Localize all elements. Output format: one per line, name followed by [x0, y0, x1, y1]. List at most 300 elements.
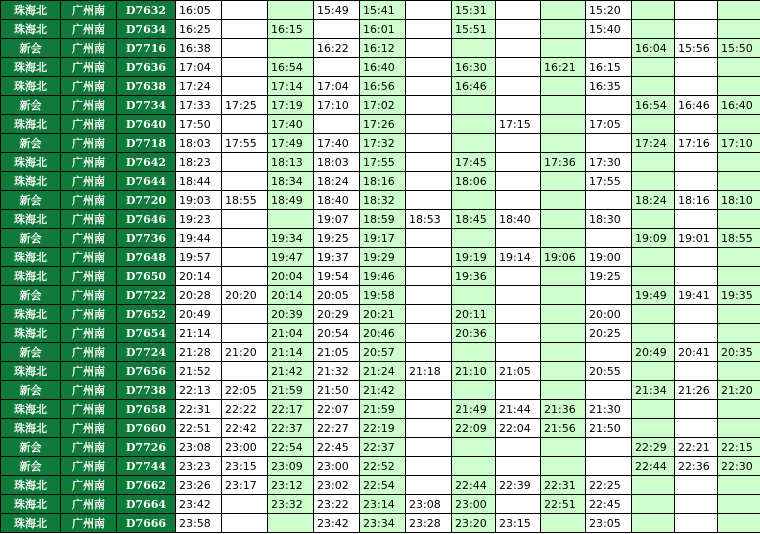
time-cell: 20:49	[176, 305, 222, 324]
destination-station-cell: 广州南	[61, 400, 117, 419]
time-cell	[496, 134, 541, 153]
time-cell	[406, 305, 452, 324]
time-cell: 21:24	[360, 362, 406, 381]
origin-station-cell: 新会	[1, 457, 61, 476]
origin-station-cell: 珠海北	[1, 324, 61, 343]
time-cell	[452, 457, 496, 476]
time-cell	[675, 267, 718, 286]
time-cell	[406, 457, 452, 476]
time-cell: 22:04	[496, 419, 541, 438]
time-cell	[632, 153, 675, 172]
timetable-row	[1, 77, 760, 96]
time-cell	[222, 210, 268, 229]
time-cell	[718, 1, 760, 20]
time-cell	[452, 343, 496, 362]
time-cell	[314, 20, 360, 39]
time-cell: 22:13	[176, 381, 222, 400]
time-cell: 16:04	[632, 39, 675, 58]
time-cell: 15:50	[718, 39, 760, 58]
time-cell	[586, 39, 632, 58]
time-cell: 21:14	[176, 324, 222, 343]
time-cell: 19:58	[360, 286, 406, 305]
time-cell: 22:29	[632, 438, 675, 457]
time-cell: 19:00	[586, 248, 632, 267]
origin-station-cell: 珠海北	[1, 20, 61, 39]
destination-station-cell: 广州南	[61, 229, 117, 248]
train-number-cell: D7662	[117, 476, 176, 495]
destination-station-cell: 广州南	[61, 96, 117, 115]
timetable-row	[1, 172, 760, 191]
time-cell: 22:21	[675, 438, 718, 457]
time-cell: 19:36	[452, 267, 496, 286]
origin-station-cell: 珠海北	[1, 476, 61, 495]
time-cell: 16:12	[360, 39, 406, 58]
time-cell	[222, 39, 268, 58]
time-cell: 22:25	[586, 476, 632, 495]
destination-station-cell: 广州南	[61, 514, 117, 533]
time-cell: 20:29	[314, 305, 360, 324]
time-cell	[406, 134, 452, 153]
time-cell: 23:34	[360, 514, 406, 533]
time-cell: 21:20	[718, 381, 760, 400]
time-cell: 19:54	[314, 267, 360, 286]
destination-station-cell: 广州南	[61, 343, 117, 362]
time-cell	[406, 229, 452, 248]
time-cell: 21:52	[176, 362, 222, 381]
time-cell: 21:26	[675, 381, 718, 400]
time-cell	[452, 438, 496, 457]
origin-station-cell: 新会	[1, 39, 61, 58]
time-cell: 21:28	[176, 343, 222, 362]
time-cell: 16:15	[268, 20, 314, 39]
time-cell: 18:55	[222, 191, 268, 210]
time-cell: 19:14	[496, 248, 541, 267]
destination-station-cell: 广州南	[61, 153, 117, 172]
time-cell	[268, 1, 314, 20]
destination-station-cell: 广州南	[61, 172, 117, 191]
time-cell: 22:51	[176, 419, 222, 438]
time-cell	[222, 267, 268, 286]
time-cell	[632, 20, 675, 39]
train-number-cell: D7632	[117, 1, 176, 20]
time-cell: 21:50	[314, 381, 360, 400]
origin-station-cell: 珠海北	[1, 77, 61, 96]
time-cell: 22:51	[541, 495, 586, 514]
origin-station-cell: 珠海北	[1, 305, 61, 324]
origin-station-cell: 新会	[1, 438, 61, 457]
time-cell: 20:11	[452, 305, 496, 324]
timetable-row	[1, 495, 760, 514]
time-cell: 18:53	[406, 210, 452, 229]
time-cell: 17:50	[176, 115, 222, 134]
origin-station-cell: 珠海北	[1, 115, 61, 134]
train-number-cell: D7644	[117, 172, 176, 191]
time-cell: 18:10	[718, 191, 760, 210]
train-number-cell: D7636	[117, 58, 176, 77]
time-cell	[718, 115, 760, 134]
time-cell	[496, 457, 541, 476]
timetable-row	[1, 115, 760, 134]
time-cell: 22:36	[675, 457, 718, 476]
time-cell: 22:31	[176, 400, 222, 419]
time-cell	[496, 96, 541, 115]
time-cell: 16:46	[452, 77, 496, 96]
time-cell: 22:05	[222, 381, 268, 400]
time-cell	[541, 115, 586, 134]
time-cell: 20:49	[632, 343, 675, 362]
time-cell: 16:15	[586, 58, 632, 77]
time-cell	[675, 77, 718, 96]
time-cell: 17:02	[360, 96, 406, 115]
time-cell: 22:27	[314, 419, 360, 438]
time-cell: 20:35	[718, 343, 760, 362]
time-cell: 19:34	[268, 229, 314, 248]
time-cell: 18:44	[176, 172, 222, 191]
time-cell: 21:59	[360, 400, 406, 419]
time-cell: 23:00	[222, 438, 268, 457]
time-cell	[496, 77, 541, 96]
time-cell	[541, 134, 586, 153]
timetable-row	[1, 153, 760, 172]
time-cell: 18:16	[675, 191, 718, 210]
timetable-row	[1, 1, 760, 20]
time-cell: 23:32	[268, 495, 314, 514]
time-cell: 18:23	[176, 153, 222, 172]
time-cell	[496, 229, 541, 248]
time-cell	[675, 514, 718, 533]
time-cell: 17:16	[675, 134, 718, 153]
time-cell	[406, 20, 452, 39]
time-cell: 21:49	[452, 400, 496, 419]
time-cell	[222, 248, 268, 267]
origin-station-cell: 珠海北	[1, 419, 61, 438]
time-cell: 20:05	[314, 286, 360, 305]
time-cell: 20:20	[222, 286, 268, 305]
time-cell	[675, 248, 718, 267]
time-cell: 19:44	[176, 229, 222, 248]
time-cell	[541, 210, 586, 229]
train-number-cell: D7724	[117, 343, 176, 362]
train-number-cell: D7650	[117, 267, 176, 286]
time-cell: 23:23	[176, 457, 222, 476]
time-cell: 17:40	[268, 115, 314, 134]
time-cell: 18:06	[452, 172, 496, 191]
time-cell: 21:10	[452, 362, 496, 381]
origin-station-cell: 珠海北	[1, 153, 61, 172]
origin-station-cell: 珠海北	[1, 1, 61, 20]
time-cell	[452, 96, 496, 115]
time-cell	[496, 1, 541, 20]
destination-station-cell: 广州南	[61, 1, 117, 20]
train-number-cell: D7656	[117, 362, 176, 381]
time-cell	[718, 419, 760, 438]
time-cell	[496, 58, 541, 77]
time-cell	[632, 324, 675, 343]
time-cell: 17:04	[176, 58, 222, 77]
time-cell: 21:42	[268, 362, 314, 381]
time-cell: 16:30	[452, 58, 496, 77]
time-cell	[675, 400, 718, 419]
destination-station-cell: 广州南	[61, 58, 117, 77]
time-cell	[541, 286, 586, 305]
time-cell: 19:57	[176, 248, 222, 267]
time-cell: 17:15	[496, 115, 541, 134]
time-cell	[406, 191, 452, 210]
timetable-row	[1, 58, 760, 77]
time-cell	[586, 438, 632, 457]
time-cell	[496, 381, 541, 400]
time-cell: 17:49	[268, 134, 314, 153]
time-cell	[222, 495, 268, 514]
destination-station-cell: 广州南	[61, 248, 117, 267]
time-cell: 22:54	[268, 438, 314, 457]
timetable-row	[1, 191, 760, 210]
time-cell: 18:59	[360, 210, 406, 229]
time-cell: 18:34	[268, 172, 314, 191]
time-cell: 17:32	[360, 134, 406, 153]
time-cell	[452, 286, 496, 305]
train-number-cell: D7652	[117, 305, 176, 324]
origin-station-cell: 珠海北	[1, 267, 61, 286]
time-cell: 17:33	[176, 96, 222, 115]
time-cell: 15:31	[452, 1, 496, 20]
time-cell	[406, 77, 452, 96]
time-cell: 17:10	[718, 134, 760, 153]
time-cell: 17:10	[314, 96, 360, 115]
time-cell: 18:03	[314, 153, 360, 172]
time-cell: 18:55	[718, 229, 760, 248]
time-cell: 22:44	[452, 476, 496, 495]
destination-station-cell: 广州南	[61, 495, 117, 514]
time-cell: 21:05	[314, 343, 360, 362]
time-cell: 15:41	[360, 1, 406, 20]
time-cell	[496, 39, 541, 58]
destination-station-cell: 广州南	[61, 324, 117, 343]
train-number-cell: D7648	[117, 248, 176, 267]
time-cell	[496, 172, 541, 191]
time-cell	[406, 153, 452, 172]
time-cell: 16:38	[176, 39, 222, 58]
time-cell: 15:51	[452, 20, 496, 39]
time-cell: 17:05	[586, 115, 632, 134]
time-cell	[632, 476, 675, 495]
time-cell	[222, 153, 268, 172]
time-cell	[222, 1, 268, 20]
origin-station-cell: 珠海北	[1, 495, 61, 514]
origin-station-cell: 新会	[1, 96, 61, 115]
time-cell: 21:59	[268, 381, 314, 400]
time-cell	[632, 305, 675, 324]
origin-station-cell: 珠海北	[1, 210, 61, 229]
origin-station-cell: 新会	[1, 343, 61, 362]
time-cell: 22:22	[222, 400, 268, 419]
time-cell	[586, 229, 632, 248]
time-cell: 17:04	[314, 77, 360, 96]
time-cell: 20:25	[586, 324, 632, 343]
time-cell: 23:26	[176, 476, 222, 495]
time-cell	[675, 476, 718, 495]
time-cell: 23:08	[176, 438, 222, 457]
time-cell: 22:54	[360, 476, 406, 495]
time-cell: 16:40	[718, 96, 760, 115]
time-cell	[406, 381, 452, 400]
time-cell	[222, 305, 268, 324]
time-cell	[718, 495, 760, 514]
time-cell: 17:26	[360, 115, 406, 134]
time-cell	[496, 343, 541, 362]
timetable-row	[1, 457, 760, 476]
time-cell	[675, 305, 718, 324]
time-cell: 20:14	[268, 286, 314, 305]
time-cell: 23:15	[222, 457, 268, 476]
time-cell	[541, 381, 586, 400]
time-cell: 18:03	[176, 134, 222, 153]
train-number-cell: D7654	[117, 324, 176, 343]
time-cell: 17:24	[632, 134, 675, 153]
time-cell: 19:46	[360, 267, 406, 286]
time-cell: 23:08	[406, 495, 452, 514]
time-cell	[675, 210, 718, 229]
time-cell: 23:09	[268, 457, 314, 476]
time-cell: 23:42	[176, 495, 222, 514]
time-cell	[586, 134, 632, 153]
time-cell: 23:00	[452, 495, 496, 514]
time-cell: 18:40	[496, 210, 541, 229]
time-cell: 22:19	[360, 419, 406, 438]
time-cell	[406, 267, 452, 286]
time-cell	[632, 495, 675, 514]
time-cell: 22:07	[314, 400, 360, 419]
origin-station-cell: 新会	[1, 191, 61, 210]
time-cell: 21:20	[222, 343, 268, 362]
time-cell	[406, 39, 452, 58]
time-cell	[541, 39, 586, 58]
time-cell	[718, 400, 760, 419]
time-cell	[675, 115, 718, 134]
time-cell: 17:40	[314, 134, 360, 153]
time-cell: 20:54	[314, 324, 360, 343]
timetable-row	[1, 286, 760, 305]
time-cell: 16:40	[360, 58, 406, 77]
time-cell: 23:22	[314, 495, 360, 514]
time-cell: 22:30	[718, 457, 760, 476]
time-cell	[718, 58, 760, 77]
time-cell: 16:22	[314, 39, 360, 58]
time-cell: 16:54	[632, 96, 675, 115]
destination-station-cell: 广州南	[61, 286, 117, 305]
train-number-cell: D7658	[117, 400, 176, 419]
time-cell: 19:25	[586, 267, 632, 286]
time-cell	[541, 77, 586, 96]
time-cell	[586, 96, 632, 115]
time-cell	[541, 457, 586, 476]
origin-station-cell: 新会	[1, 134, 61, 153]
time-cell	[406, 248, 452, 267]
timetable-row	[1, 400, 760, 419]
time-cell: 19:19	[452, 248, 496, 267]
time-cell	[541, 229, 586, 248]
time-cell: 21:42	[360, 381, 406, 400]
time-cell: 17:55	[222, 134, 268, 153]
destination-station-cell: 广州南	[61, 305, 117, 324]
time-cell: 21:04	[268, 324, 314, 343]
time-cell	[675, 495, 718, 514]
time-cell	[541, 20, 586, 39]
time-cell	[452, 39, 496, 58]
time-cell	[718, 248, 760, 267]
time-cell: 16:56	[360, 77, 406, 96]
destination-station-cell: 广州南	[61, 134, 117, 153]
time-cell	[406, 115, 452, 134]
time-cell	[675, 20, 718, 39]
train-number-cell: D7640	[117, 115, 176, 134]
time-cell: 23:42	[314, 514, 360, 533]
time-cell: 22:44	[632, 457, 675, 476]
time-cell	[452, 115, 496, 134]
time-cell	[452, 191, 496, 210]
time-cell	[541, 96, 586, 115]
time-cell	[586, 191, 632, 210]
time-cell	[586, 343, 632, 362]
time-cell	[222, 362, 268, 381]
time-cell: 22:37	[268, 419, 314, 438]
time-cell: 22:17	[268, 400, 314, 419]
time-cell: 20:39	[268, 305, 314, 324]
train-number-cell: D7716	[117, 39, 176, 58]
time-cell	[718, 153, 760, 172]
destination-station-cell: 广州南	[61, 362, 117, 381]
time-cell: 21:50	[586, 419, 632, 438]
time-cell: 20:14	[176, 267, 222, 286]
time-cell: 18:30	[586, 210, 632, 229]
time-cell: 19:03	[176, 191, 222, 210]
time-cell: 20:46	[360, 324, 406, 343]
time-cell	[632, 267, 675, 286]
train-number-cell: D7738	[117, 381, 176, 400]
timetable-row	[1, 362, 760, 381]
time-cell	[222, 20, 268, 39]
timetable-body	[1, 1, 760, 533]
time-cell: 23:17	[222, 476, 268, 495]
time-cell	[632, 362, 675, 381]
time-cell: 23:12	[268, 476, 314, 495]
time-cell: 20:00	[586, 305, 632, 324]
time-cell	[541, 514, 586, 533]
time-cell	[222, 324, 268, 343]
destination-station-cell: 广州南	[61, 115, 117, 134]
time-cell: 19:07	[314, 210, 360, 229]
time-cell	[406, 400, 452, 419]
train-number-cell: D7634	[117, 20, 176, 39]
time-cell: 17:55	[586, 172, 632, 191]
time-cell: 17:55	[360, 153, 406, 172]
time-cell	[541, 362, 586, 381]
time-cell	[718, 476, 760, 495]
destination-station-cell: 广州南	[61, 457, 117, 476]
time-cell: 15:56	[675, 39, 718, 58]
time-cell	[675, 419, 718, 438]
time-cell: 22:15	[718, 438, 760, 457]
time-cell	[586, 381, 632, 400]
time-cell	[718, 324, 760, 343]
timetable-row	[1, 248, 760, 267]
time-cell: 17:45	[452, 153, 496, 172]
time-cell	[541, 172, 586, 191]
time-cell	[496, 438, 541, 457]
destination-station-cell: 广州南	[61, 438, 117, 457]
time-cell: 17:36	[541, 153, 586, 172]
time-cell	[268, 514, 314, 533]
